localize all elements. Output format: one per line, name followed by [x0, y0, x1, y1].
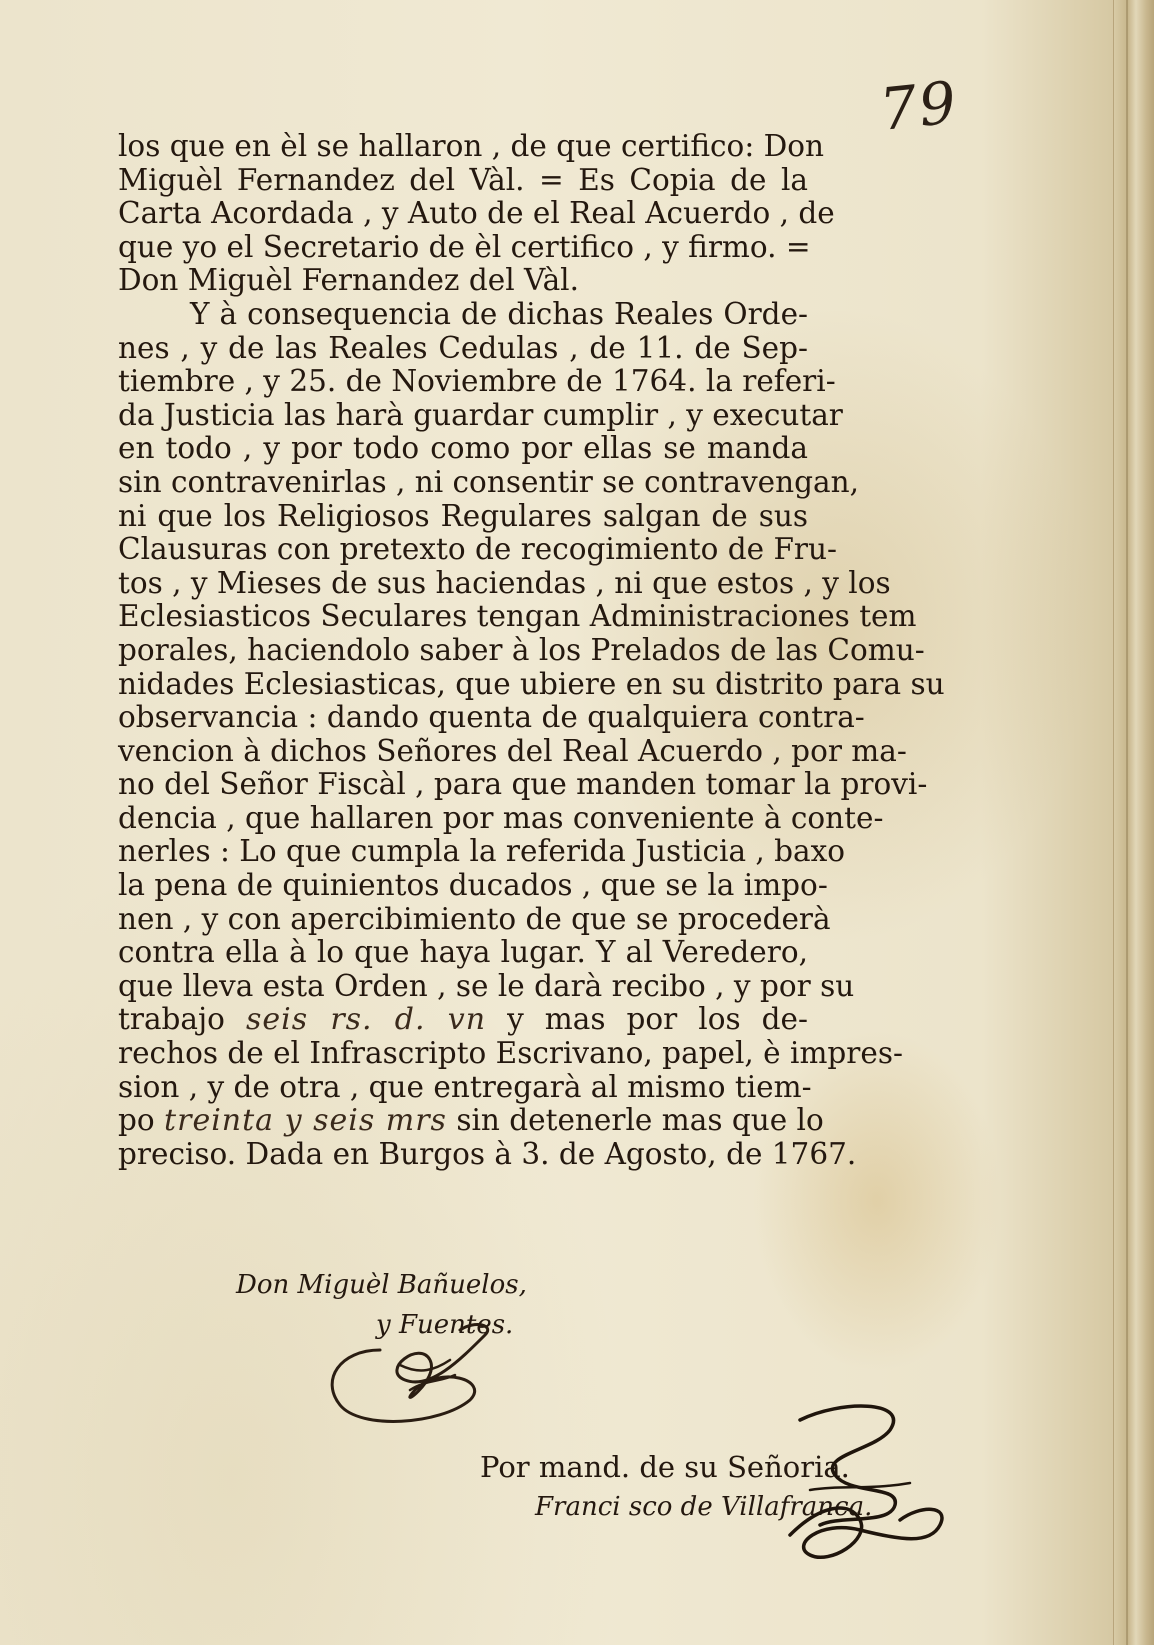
text-line-20: no del Señor Fiscàl , para que manden tomar la provi-	[118, 767, 928, 802]
signature-rubric-1	[320, 1320, 520, 1440]
text-line-13: Clausuras con pretexto de recogimiento de Fru-	[118, 532, 837, 567]
order-of-lordship: Por mand. de su Señoria.	[480, 1450, 850, 1484]
text-line-24: nen , y con apercibimiento de que se procederà	[118, 901, 831, 936]
text-line-final: preciso. Dada en Burgos à 3. de Agosto, de 1767.	[118, 1136, 857, 1171]
signature-rubric-2	[780, 1395, 960, 1585]
body-text	[118, 129, 945, 1171]
text-line-10: en todo , y por todo como por ellas se manda	[118, 431, 808, 466]
text-line-26: que lleva esta Orden , se le darà recibo , y por su	[118, 968, 855, 1003]
text-line-3: Carta Acordada , y Auto de el Real Acuerdo , de	[118, 196, 835, 231]
text-line-7: nes , y de las Reales Cedulas , de 11. de Sep-	[118, 330, 808, 365]
handwritten-fee-papel: treinta y seis mrs	[164, 1103, 447, 1139]
text-line-2: Miguèl Fernandez del Vàl. = Es Copia de la	[118, 162, 808, 197]
text-line-18: observancia : dando quenta de qualquiera contra-	[118, 700, 865, 735]
folio-number: 79	[876, 68, 962, 144]
text-line-1: los que en èl se hallaron , de que certifico: Don	[118, 129, 825, 163]
text-line-po	[118, 1103, 824, 1139]
text-line-22: nerles : Lo que cumpla la referida Justicia , baxo	[118, 834, 846, 869]
signatory-villafranca: Franci sco de Villafranca.	[535, 1492, 873, 1522]
text-line-12: ni que los Religiosos Regulares salgan de sus	[118, 498, 808, 533]
text-line-14: tos , y Mieses de sus haciendas , ni que estos , y los	[118, 565, 891, 600]
po-label: po	[118, 1103, 155, 1138]
page-edge-crease	[1126, 0, 1128, 1645]
text-line-25: contra ella à lo que haya lugar. Y al Veredero,	[118, 935, 808, 970]
signatory-name-line-2: y Fuentes.	[376, 1310, 514, 1340]
text-line-6: Y à consequencia de dichas Reales Orde-	[190, 296, 808, 331]
page-edge	[1113, 0, 1154, 1645]
po-continuation: sin detenerle mas que lo	[456, 1103, 824, 1138]
trabajo-continuation: y mas por los de-	[507, 1002, 808, 1037]
text-line-23: la pena de quinientos ducados , que se la impo-	[118, 868, 828, 903]
text-line-4: que yo el Secretario de èl certifico , y firmo. =	[118, 229, 811, 264]
text-line-sion: sion , y de otra , que entregarà al mismo tiem-	[118, 1069, 812, 1104]
text-line-8: tiembre , y 25. de Noviembre de 1764. la referi-	[118, 364, 836, 399]
text-line-16: porales, haciendolo saber à los Prelados de las Comu-	[118, 632, 925, 667]
text-line-derechos: rechos de el Infrascripto Escrivano, papel, è impres-	[118, 1036, 903, 1071]
text-line-17: nidades Eclesiasticas, que ubiere en su distrito para su	[118, 666, 945, 701]
text-line-15: Eclesiasticos Seculares tengan Administraciones tem	[118, 599, 917, 634]
text-line-9: da Justicia las harà guardar cumplir , y executar	[118, 397, 843, 432]
trabajo-label: trabajo	[118, 1002, 225, 1037]
signatory-name-line-1: Don Miguèl Bañuelos,	[236, 1270, 527, 1300]
handwritten-fee-trabajo: seis rs. d. vn	[245, 1002, 487, 1038]
text-line-21: dencia , que hallaren por mas conveniente à conte-	[118, 800, 884, 835]
text-line-5: Don Miguèl Fernandez del Vàl.	[118, 263, 579, 298]
text-line-trabajo	[118, 1003, 808, 1037]
text-line-19: vencion à dichos Señores del Real Acuerdo , por ma-	[118, 733, 907, 768]
text-line-11: sin contravenirlas , ni consentir se contravengan,	[118, 464, 859, 499]
